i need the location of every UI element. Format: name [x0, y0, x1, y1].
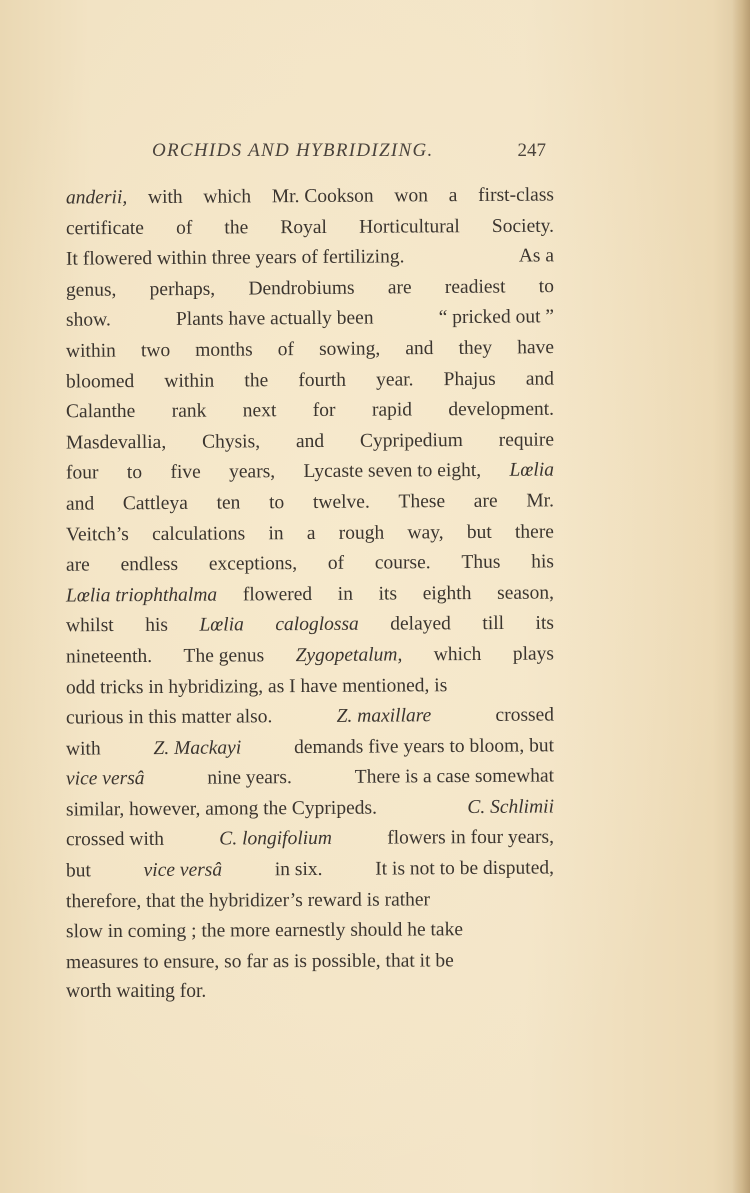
text-word: have — [517, 337, 555, 359]
text-word: certificate — [65, 217, 144, 239]
text-word: C. longifolium — [219, 828, 333, 850]
text-word: perhaps, — [149, 278, 216, 301]
text-word: the — [244, 369, 269, 391]
text-word: Zygopetalum, — [295, 644, 403, 666]
text-word: a — [306, 522, 316, 544]
text-line — [66, 823, 554, 856]
text-word: within — [65, 340, 116, 362]
text-word: rapid — [371, 399, 413, 421]
text-word: won — [394, 185, 429, 207]
text-word: “ pricked out ” — [438, 306, 555, 329]
text-word: exceptions, — [208, 553, 298, 575]
text-word: rough — [338, 522, 385, 544]
text-line — [66, 731, 554, 765]
text-line — [66, 701, 554, 735]
text-line — [66, 639, 554, 673]
text-word: a — [448, 185, 458, 207]
text-word: they — [458, 337, 493, 359]
text-line — [66, 364, 554, 398]
text-word: which — [433, 643, 482, 666]
text-line — [66, 241, 554, 275]
text-word: therefore, that the hybridizer’s reward is rather — [65, 889, 431, 912]
text-word: slow in coming ; the more earnestly should he take — [65, 919, 464, 943]
text-word: Masdevallia, — [65, 431, 167, 454]
text-word: Horticultural — [358, 215, 460, 238]
text-word: crossed with — [65, 829, 165, 851]
text-word: vice versâ — [143, 859, 223, 882]
text-word: two — [140, 340, 171, 362]
text-word: months — [195, 339, 253, 361]
text-line — [66, 670, 554, 704]
text-word: flowered — [242, 583, 313, 606]
text-word: C. Schlimii — [467, 796, 555, 818]
text-word: and — [525, 368, 555, 390]
text-word: Cypripedium — [359, 429, 463, 452]
text-word: It is not to be disputed, — [375, 857, 555, 880]
text-line — [66, 762, 554, 796]
text-word: measures to ensure, so far as is possible, that it be — [65, 950, 454, 973]
text-line — [66, 395, 554, 428]
text-word: vice versâ — [65, 768, 145, 790]
text-word: within — [164, 370, 215, 392]
text-word: in — [337, 583, 354, 605]
text-word: Z. Mackayi — [153, 737, 242, 759]
text-word: There is a case somewhat — [354, 765, 555, 789]
text-line — [66, 303, 554, 337]
text-word: but — [466, 521, 492, 543]
text-word: It flowered within three years of fertilizing. — [65, 246, 405, 270]
text-word: to — [269, 492, 285, 514]
text-line — [66, 854, 554, 888]
text-word: Lœlia — [509, 459, 555, 482]
text-word: show. — [65, 309, 111, 332]
text-word: similar, however, among the Cypripeds. — [65, 797, 377, 821]
text-word: for — [312, 400, 336, 422]
text-word: Z. maxillare — [336, 705, 432, 727]
text-line — [66, 792, 554, 826]
text-line — [66, 977, 554, 1008]
text-word: Veitch’s — [65, 523, 129, 546]
text-word: curious in this matter also. — [65, 706, 273, 729]
text-word: require — [498, 429, 555, 451]
text-word: Royal — [280, 216, 327, 238]
page-number: 247 — [517, 140, 546, 161]
text-word: its — [378, 583, 398, 605]
text-line — [66, 915, 554, 948]
text-word: crossed — [495, 704, 555, 726]
text-word: twelve. — [312, 491, 370, 513]
text-word: which — [203, 186, 252, 208]
text-word: of — [327, 552, 345, 575]
text-word: Phajus — [443, 368, 496, 390]
text-word: till — [482, 613, 505, 635]
text-word: Plants have actually been — [175, 307, 374, 331]
body-text — [66, 182, 554, 1008]
text-word: demands five years to bloom, but — [293, 734, 555, 758]
text-word: Lœlia — [199, 614, 244, 636]
text-word: five — [170, 462, 201, 484]
text-word: These — [398, 490, 446, 513]
text-line — [66, 578, 554, 612]
text-word: four — [65, 462, 99, 484]
text-word: and — [65, 493, 95, 515]
text-word: As a — [518, 245, 555, 267]
text-line — [66, 333, 554, 367]
text-word: caloglossa — [275, 614, 359, 636]
text-line — [66, 609, 554, 642]
text-word: Mr. — [526, 490, 554, 512]
text-word: The genus — [183, 645, 265, 667]
text-word: Lœlia triophthalma — [65, 584, 218, 607]
text-line — [66, 486, 554, 520]
text-word: in six. — [274, 858, 323, 881]
text-word: course. — [374, 552, 431, 574]
text-word: are — [65, 554, 90, 576]
text-word: with — [147, 186, 183, 208]
text-line — [66, 272, 554, 306]
text-word: his — [145, 615, 168, 637]
text-word: are — [387, 276, 412, 299]
text-word: of — [277, 339, 295, 361]
text-word: next — [242, 400, 277, 422]
text-word: there — [514, 521, 555, 543]
text-word: calculations — [151, 522, 246, 545]
text-word: readiest — [444, 276, 506, 298]
text-word: its — [535, 613, 555, 635]
text-word: whilst — [65, 615, 114, 637]
text-word: the — [224, 216, 249, 239]
text-word: nineteenth. — [65, 645, 153, 668]
text-word: Lycaste seven to eight, — [303, 460, 482, 483]
text-word: delayed — [390, 613, 451, 635]
text-word: way, — [407, 521, 444, 543]
text-word: and — [295, 430, 325, 452]
text-line — [66, 181, 554, 215]
text-word: worth waiting for. — [66, 981, 207, 1003]
running-head — [60, 140, 550, 170]
text-word: development. — [448, 398, 555, 421]
text-word: with — [65, 738, 101, 760]
text-word: Chysis, — [201, 431, 261, 453]
text-word: rank — [171, 400, 207, 422]
text-word: year. — [376, 368, 414, 391]
text-word: anderii, — [65, 187, 128, 209]
text-word: genus, — [65, 279, 117, 301]
text-word: flowers in four years, — [387, 827, 555, 850]
text-word: season, — [497, 582, 555, 604]
text-line — [66, 211, 554, 244]
text-word: fourth — [298, 369, 347, 391]
text-line — [66, 884, 554, 917]
text-line — [66, 946, 554, 979]
text-word: Mr. Cookson — [271, 185, 374, 208]
text-word: to — [126, 462, 143, 484]
text-word: odd tricks in hybridizing, as I have mentioned, is — [65, 674, 448, 698]
text-word: in — [268, 522, 284, 544]
page-edge-shadow — [732, 0, 750, 1193]
text-word: are — [473, 490, 498, 512]
text-line — [66, 547, 554, 581]
text-word: ten — [216, 492, 241, 514]
text-word: and — [405, 337, 434, 360]
text-word: his — [531, 551, 555, 573]
text-word: but — [65, 860, 91, 882]
text-line — [66, 456, 554, 490]
text-word: Cattleya — [122, 492, 188, 515]
text-word: Society. — [491, 215, 555, 237]
text-word: years, — [229, 461, 276, 483]
text-word: sowing, — [318, 338, 381, 360]
text-word: nine years. — [207, 767, 292, 789]
text-word: to — [538, 275, 555, 297]
text-word: Calanthe — [65, 401, 136, 423]
text-word: Thus — [461, 551, 501, 574]
text-word: bloomed — [65, 370, 135, 393]
text-word: first-class — [478, 184, 555, 206]
text-line — [66, 425, 554, 459]
text-line — [66, 517, 554, 551]
text-word: endless — [120, 554, 179, 576]
running-title: ORCHIDS AND HYBRIDIZING. — [152, 140, 434, 161]
text-word: plays — [512, 643, 555, 665]
text-word: of — [175, 217, 193, 239]
text-word: eighth — [422, 582, 472, 605]
text-word: Dendrobiums — [248, 277, 355, 300]
